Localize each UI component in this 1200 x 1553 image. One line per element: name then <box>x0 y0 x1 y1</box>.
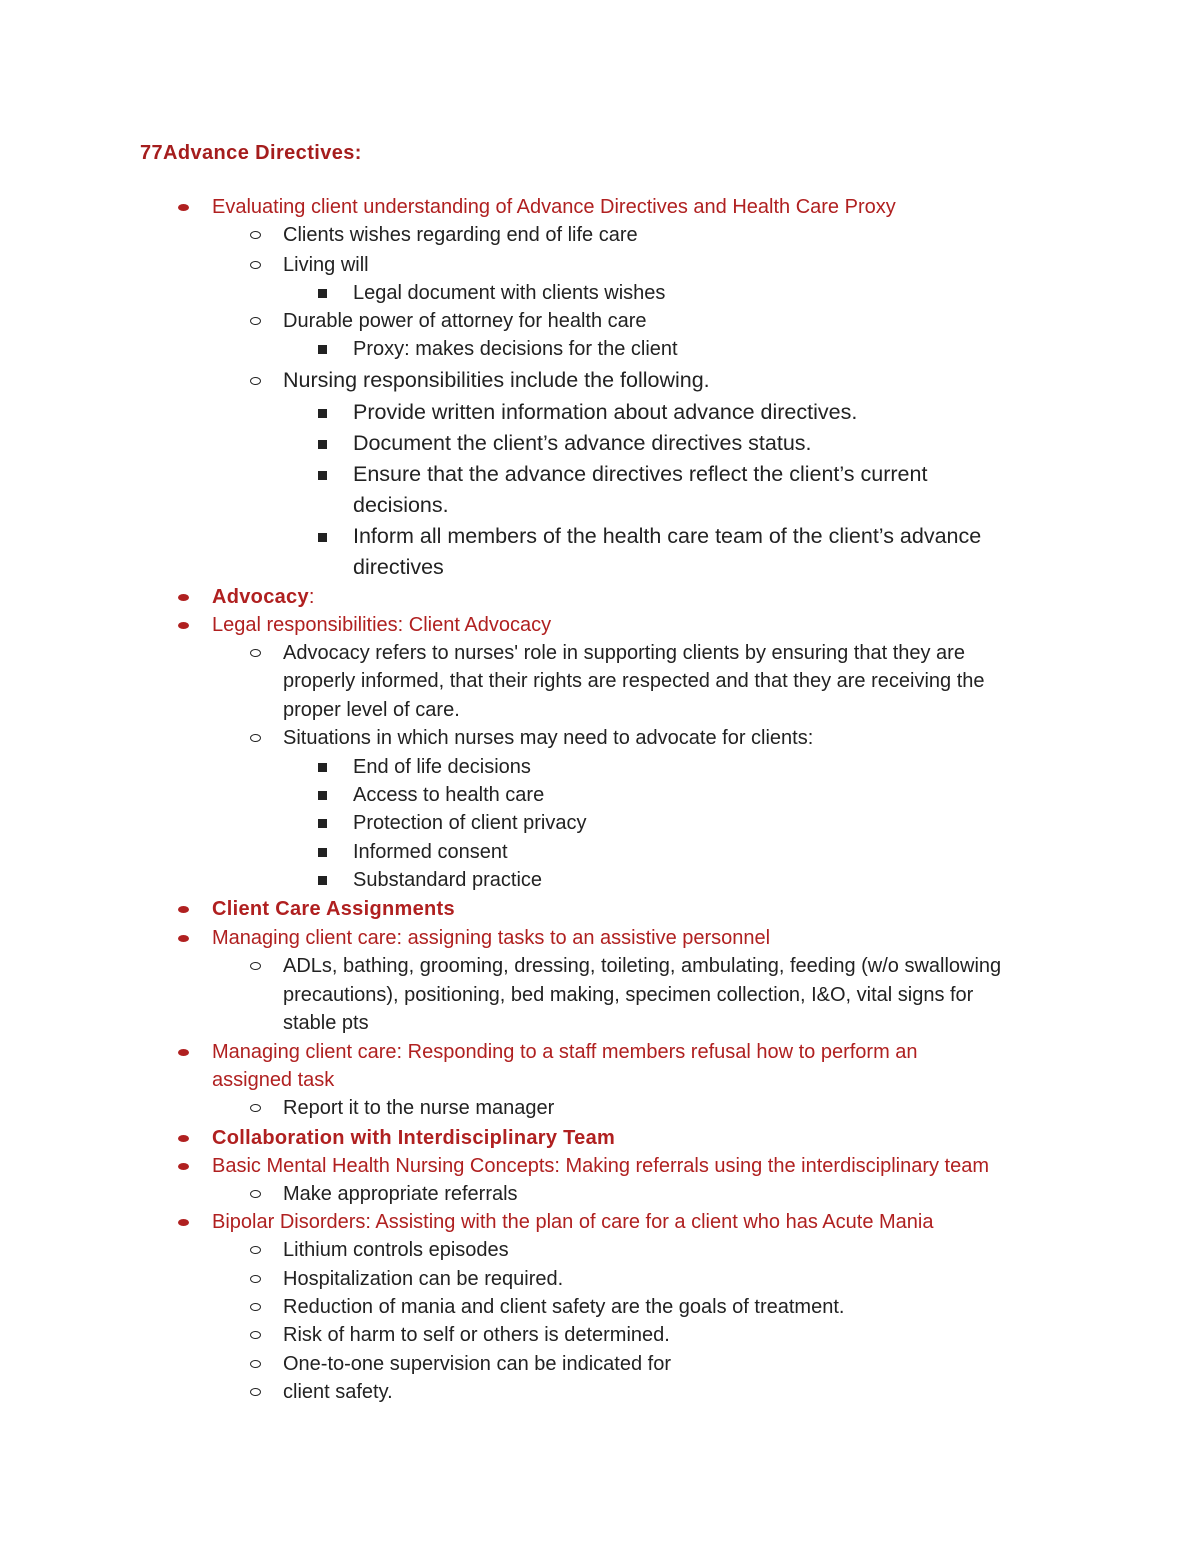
list-item-text: Collaboration with Interdisciplinary Team <box>212 1127 616 1149</box>
list-item-text: Proxy: makes decisions for the client <box>353 338 678 360</box>
list-item-level-2 <box>283 696 460 725</box>
bullet-circle-icon <box>250 1190 261 1198</box>
list-item-level-1 <box>212 1038 918 1067</box>
list-item-level-3 <box>353 279 665 308</box>
bullet-circle-icon <box>250 649 261 657</box>
list-item-text: Make appropriate referrals <box>283 1183 518 1205</box>
list-item-level-3 <box>353 428 812 459</box>
list-item-level-2 <box>283 221 638 250</box>
bullet-disc-icon <box>178 1163 189 1170</box>
bullet-square-icon <box>318 763 327 772</box>
list-item-level-1 <box>212 611 551 640</box>
list-item-level-1 <box>212 1208 933 1237</box>
list-item-text: precautions), positioning, bed making, specimen collection, I&O, vital signs for <box>283 984 974 1006</box>
list-item-text: assigned task <box>212 1069 335 1091</box>
list-item-text: Advocacy refers to nurses' role in supporting clients by ensuring that they are <box>283 642 965 664</box>
list-item-text: Provide written information about advance directives. <box>353 400 858 424</box>
list-item-text: proper level of care. <box>283 699 460 721</box>
list-item-text: Managing client care: Responding to a staff members refusal how to perform an <box>212 1041 918 1063</box>
bullet-circle-icon <box>250 734 261 742</box>
list-item-level-1 <box>212 193 896 222</box>
list-item-level-3 <box>353 521 981 552</box>
bullet-square-icon <box>318 876 327 885</box>
list-item-text: ADLs, bathing, grooming, dressing, toileting, ambulating, feeding (w/o swallowing <box>283 955 1002 977</box>
bullet-disc-icon <box>178 1135 189 1142</box>
list-item-level-1 <box>212 1152 989 1181</box>
bullet-square-icon <box>318 289 327 298</box>
list-item-text: stable pts <box>283 1012 369 1034</box>
bullet-square-icon <box>318 791 327 800</box>
bullet-disc-icon <box>178 1219 189 1226</box>
list-item-text: Inform all members of the health care team of the client’s advance <box>353 524 982 548</box>
list-item-text: Substandard practice <box>353 869 543 891</box>
bullet-circle-icon <box>250 1331 261 1339</box>
list-item-text: Durable power of attorney for health care <box>283 310 647 332</box>
list-item-text: Risk of harm to self or others is determined. <box>283 1324 670 1346</box>
list-item-level-2 <box>283 952 1001 981</box>
bullet-square-icon <box>318 848 327 857</box>
list-item-text: Advocacy <box>212 586 309 608</box>
list-item-level-2 <box>283 1350 671 1379</box>
list-item-level-3 <box>353 335 678 364</box>
list-item-text: Reduction of mania and client safety are the goals of treatment. <box>283 1296 845 1318</box>
list-item-text: Access to health care <box>353 784 545 806</box>
bullet-circle-icon <box>250 261 261 269</box>
list-item-level-2 <box>283 639 965 668</box>
bullet-circle-icon <box>250 1104 261 1112</box>
bullet-disc-icon <box>178 622 189 629</box>
list-item-text: End of life decisions <box>353 756 531 778</box>
list-item-level-1 <box>212 1066 334 1095</box>
page-title: 77Advance Directives: <box>140 142 362 164</box>
list-item-text: Evaluating client understanding of Advance Directives and Health Care Proxy <box>212 196 896 218</box>
list-item-level-2 <box>283 1265 563 1294</box>
list-item-level-2 <box>283 1009 369 1038</box>
bullet-disc-icon <box>178 935 189 942</box>
bullet-circle-icon <box>250 231 261 239</box>
list-item-level-2 <box>283 1094 554 1123</box>
list-item-text: Situations in which nurses may need to advocate for clients: <box>283 727 814 749</box>
list-item-level-2 <box>283 307 647 336</box>
list-item-level-3 <box>353 809 586 838</box>
list-item-level-1 <box>212 1124 615 1153</box>
list-item-level-2 <box>283 724 813 753</box>
list-item-level-3 <box>353 459 927 490</box>
list-item-level-2 <box>283 1236 509 1265</box>
list-item-text: Informed consent <box>353 841 508 863</box>
list-item-level-3 <box>353 490 449 521</box>
list-item-text: Nursing responsibilities include the following. <box>283 368 710 392</box>
list-item-level-3 <box>353 753 531 782</box>
bullet-square-icon <box>318 440 327 449</box>
list-item-level-2 <box>283 667 985 696</box>
list-item-text: directives <box>353 555 444 579</box>
list-item-level-2 <box>283 981 973 1010</box>
list-item-text: Managing client care: assigning tasks to an assistive personnel <box>212 927 771 949</box>
list-item-text: Document the client’s advance directives status. <box>353 431 812 455</box>
list-item-level-3 <box>353 397 857 428</box>
list-item-text: Legal responsibilities: Client Advocacy <box>212 614 552 636</box>
list-item-text: Report it to the nurse manager <box>283 1097 555 1119</box>
list-item-level-2 <box>283 1180 518 1209</box>
bullet-circle-icon <box>250 317 261 325</box>
bullet-disc-icon <box>178 594 189 601</box>
bullet-square-icon <box>318 345 327 354</box>
bullet-circle-icon <box>250 1360 261 1368</box>
list-item-level-2 <box>283 1293 844 1322</box>
list-item-level-3 <box>353 838 508 867</box>
list-item-text: Clients wishes regarding end of life care <box>283 224 638 246</box>
list-item-level-2 <box>283 1378 393 1407</box>
list-item-text: Living will <box>283 254 369 276</box>
list-item-text: client safety. <box>283 1381 393 1403</box>
list-item-text: Protection of client privacy <box>353 812 587 834</box>
bullet-square-icon <box>318 533 327 542</box>
list-item-level-3 <box>353 866 542 895</box>
list-item-text: One-to-one supervision can be indicated for <box>283 1353 672 1375</box>
list-item-text: Bipolar Disorders: Assisting with the plan of care for a client who has Acute Mania <box>212 1211 934 1233</box>
list-item-level-2 <box>283 365 710 396</box>
bullet-circle-icon <box>250 1246 261 1254</box>
bullet-disc-icon <box>178 1049 189 1056</box>
list-item-level-3 <box>353 552 444 583</box>
list-item-level-2 <box>283 251 369 280</box>
list-item-level-2 <box>283 1321 670 1350</box>
bullet-square-icon <box>318 819 327 828</box>
list-item-suffix: : <box>308 586 315 608</box>
bullet-circle-icon <box>250 377 261 385</box>
bullet-circle-icon <box>250 1303 261 1311</box>
list-item-text: properly informed, that their rights are respected and that they are receiving the <box>283 670 985 692</box>
list-item-text: Basic Mental Health Nursing Concepts: Making referrals using the interdisciplinary team <box>212 1155 990 1177</box>
bullet-square-icon <box>318 471 327 480</box>
bullet-circle-icon <box>250 1388 261 1396</box>
bullet-circle-icon <box>250 1275 261 1283</box>
list-item-text: Ensure that the advance directives reflect the client’s current <box>353 462 928 486</box>
list-item-level-3 <box>353 781 544 810</box>
list-item-text: Legal document with clients wishes <box>353 282 666 304</box>
list-item-text: Hospitalization can be required. <box>283 1268 564 1290</box>
list-item-text: Client Care Assignments <box>212 898 455 920</box>
list-item-level-1 <box>212 895 455 924</box>
bullet-disc-icon <box>178 204 189 211</box>
list-item-level-1 <box>212 924 770 953</box>
list-item-text: decisions. <box>353 493 449 517</box>
list-item-text: Lithium controls episodes <box>283 1239 509 1261</box>
list-item-level-1 <box>212 583 315 612</box>
bullet-disc-icon <box>178 906 189 913</box>
bullet-square-icon <box>318 409 327 418</box>
bullet-circle-icon <box>250 962 261 970</box>
